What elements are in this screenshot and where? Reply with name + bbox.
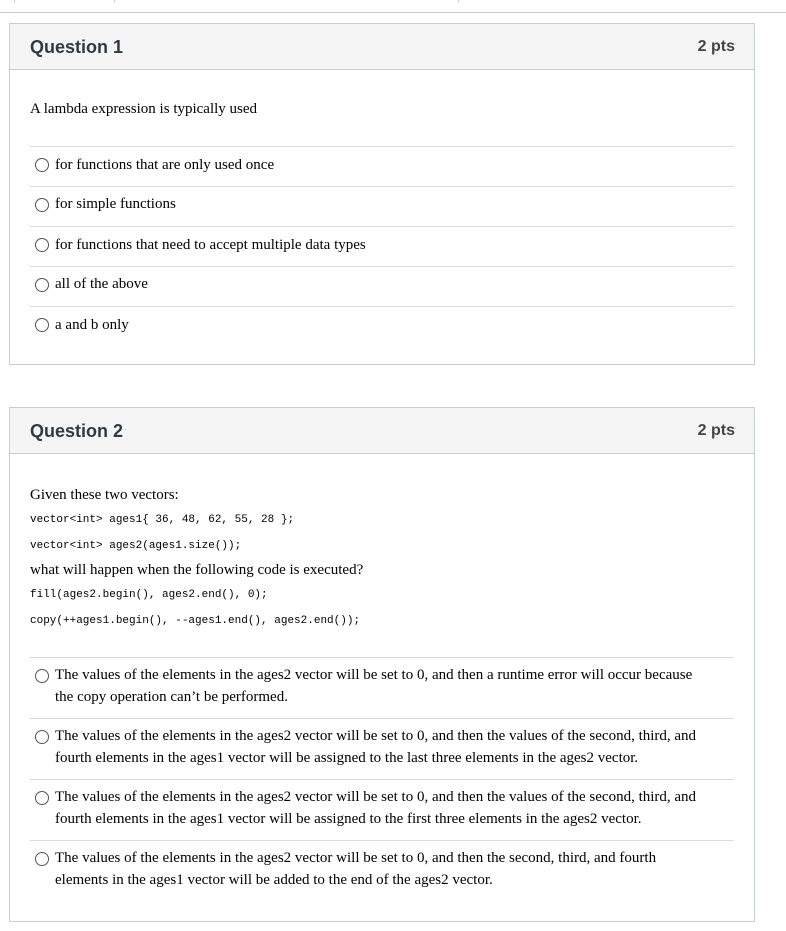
code-line: vector<int> ages1{ 36, 48, 62, 55, 28 }; <box>30 514 295 526</box>
answer-label: a and b only <box>55 317 129 333</box>
answer-label: The values of the elements in the ages2 vector will be set to 0, and then the values of the second, third, and fourth elements in the ages1 vector will be assigned to the last three elements in the ages2 vector. <box>55 728 697 766</box>
radio-button[interactable] <box>35 852 49 866</box>
answer-label: The values of the elements in the ages2 vector will be set to 0, and then the values of the second, third, and fourth elements in the ages1 vector will be assigned to the first three elements in the ages2 vector. <box>55 789 697 827</box>
answer-option[interactable] <box>30 307 734 346</box>
radio-button[interactable] <box>35 318 49 332</box>
question-2-title: Question 2 <box>30 421 124 441</box>
radio-button[interactable] <box>35 238 49 252</box>
answer-option[interactable] <box>30 780 734 841</box>
answer-option[interactable] <box>30 227 734 267</box>
radio-button[interactable] <box>35 158 49 172</box>
answer-option[interactable] <box>30 267 734 307</box>
previous-content-edge <box>0 0 786 13</box>
answer-option[interactable] <box>30 658 734 719</box>
question-1-header <box>10 24 754 70</box>
answer-option[interactable] <box>30 719 734 780</box>
answer-option[interactable] <box>30 841 734 901</box>
question-2-header <box>10 408 754 454</box>
code-line: fill(ages2.begin(), ages2.end(), 0); <box>30 589 268 601</box>
radio-button[interactable] <box>35 730 49 744</box>
question-1 <box>9 23 755 365</box>
radio-button[interactable] <box>35 791 49 805</box>
question-2-points: 2 pts <box>697 422 735 439</box>
question-2 <box>9 407 755 922</box>
radio-button[interactable] <box>35 198 49 212</box>
answer-option[interactable] <box>30 147 734 187</box>
question-2-prompt: what will happen when the following code is executed? <box>30 562 364 578</box>
answer-label: for simple functions <box>55 196 176 212</box>
answer-label: for functions that are only used once <box>55 157 275 173</box>
question-1-answers <box>30 146 734 346</box>
answer-label: The values of the elements in the ages2 vector will be set to 0, and then a runtime error will occur because the copy operation can’t be performed. <box>55 667 693 705</box>
code-line: copy(++ages1.begin(), --ages1.end(), ages2.end()); <box>30 615 361 627</box>
radio-button[interactable] <box>35 278 49 292</box>
question-1-points: 2 pts <box>697 38 735 55</box>
question-2-answers <box>30 657 734 901</box>
answer-label: for functions that need to accept multiple data types <box>55 237 366 253</box>
question-1-title: Question 1 <box>30 37 124 57</box>
answer-option[interactable] <box>30 187 734 227</box>
question-1-prompt: A lambda expression is typically used <box>30 101 258 117</box>
code-line: vector<int> ages2(ages1.size()); <box>30 540 242 552</box>
radio-button[interactable] <box>35 669 49 683</box>
answer-label: The values of the elements in the ages2 vector will be set to 0, and then the second, third, and fourth elements in the ages1 vector will be added to the end of the ages2 vector. <box>55 850 657 888</box>
question-2-intro: Given these two vectors: <box>30 487 179 503</box>
answer-label: all of the above <box>55 276 148 292</box>
